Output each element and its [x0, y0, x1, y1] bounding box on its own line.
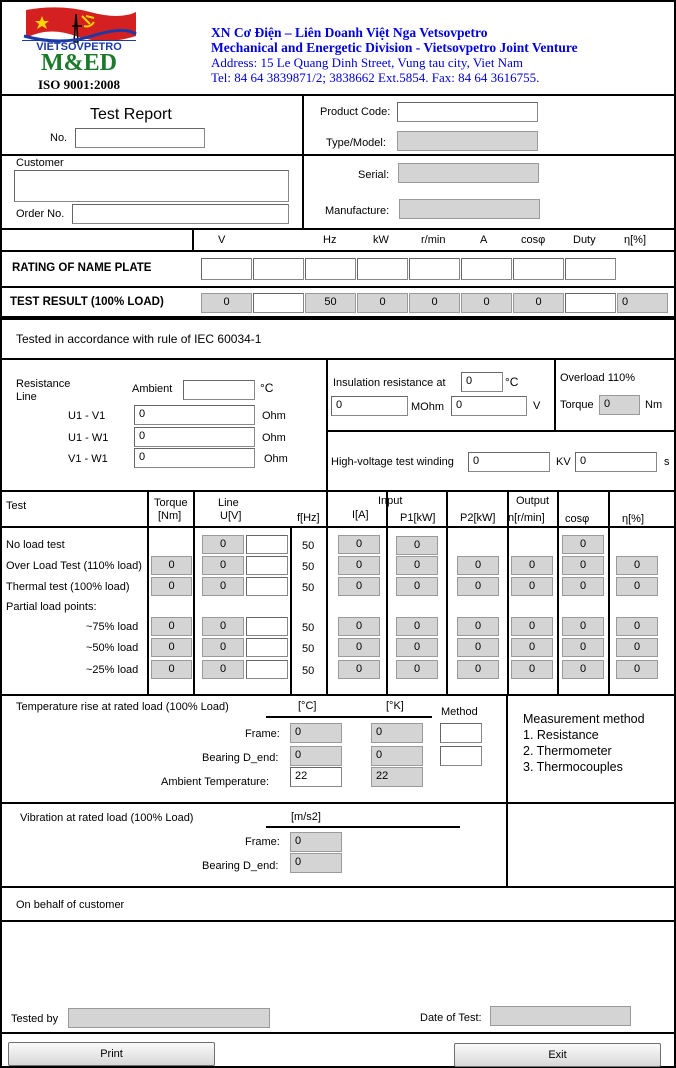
temp-frame-c: 0 [290, 723, 342, 743]
test-p2-field: 0 [457, 638, 499, 657]
ambient-label: Ambient [132, 383, 173, 395]
temp-ambient-k: 22 [371, 767, 423, 787]
partial-load-label: Partial load points: [6, 601, 97, 613]
test-p1-field: 0 [396, 617, 438, 636]
test-result-field: 0 [513, 293, 564, 313]
test-u2-input[interactable] [246, 617, 288, 636]
test-i-field: 0 [338, 617, 380, 636]
tests-header-ia: I[A] [352, 509, 369, 521]
tests-header-line: Line [218, 497, 239, 509]
test-eta-field: 0 [616, 638, 658, 657]
test-cos-field: 0 [562, 577, 604, 596]
temp-frame-label: Frame: [245, 728, 280, 740]
test-p1-field: 0 [396, 638, 438, 657]
product-type-field [397, 131, 538, 151]
vibration-frame-field: 0 [290, 832, 342, 852]
product-code-input[interactable] [397, 102, 538, 122]
test-result-label: TEST RESULT (100% LOAD) [10, 296, 164, 308]
test-cos-field: 0 [562, 535, 604, 554]
test-u-field: 0 [202, 660, 244, 679]
insulation-volt-unit: V [533, 400, 541, 412]
test-u-field: 0 [202, 577, 244, 596]
product-type-label: Type/Model: [326, 137, 386, 149]
test-torque-field: 0 [151, 577, 192, 596]
test-i-field: 0 [338, 535, 380, 554]
vibration-side-panel [506, 802, 676, 888]
tests-header-input: Input [378, 495, 403, 507]
tests-header-rmin: n[r/min] [508, 512, 545, 524]
insulation-temp-input[interactable]: 0 [461, 372, 503, 392]
test-result-field: 0 [201, 293, 252, 313]
test-p1-field: 0 [396, 536, 438, 555]
test-torque-field: 0 [151, 556, 192, 575]
order-no-label: Order No. [16, 208, 65, 220]
test-row-label: No load test [6, 539, 65, 551]
resistance-row-label: V1 - W1 [68, 453, 108, 465]
temp-ambient-c[interactable]: 22 [290, 767, 342, 787]
tests-header-line-unit: U[V] [220, 510, 242, 522]
customer-label: Customer [16, 157, 64, 169]
temp-bearing-k: 0 [371, 746, 423, 766]
test-u-field: 0 [202, 556, 244, 575]
report-no-label: No. [50, 132, 68, 144]
hv-kv-input[interactable]: 0 [468, 452, 550, 472]
temp-bearing-label: Bearing D_end: [202, 752, 279, 764]
temp-frame-k: 0 [371, 723, 423, 743]
test-p1-field: 0 [396, 660, 438, 679]
test-row-label: ~75% load [86, 621, 139, 633]
hv-kv-unit: KV [556, 456, 571, 468]
test-eta-field: 0 [616, 617, 658, 636]
insulation-temp-unit: °C [505, 375, 519, 389]
overload-torque-label: Torque [560, 399, 594, 411]
method-label: Method [441, 706, 478, 718]
resistance-label: Resistance [16, 378, 71, 390]
name-plate-input[interactable] [513, 258, 564, 280]
date-of-test-field [490, 1006, 631, 1026]
insulation-volt-input[interactable]: 0 [451, 396, 527, 416]
test-p2-field: 0 [457, 660, 499, 679]
manufacture-label: Manufacture: [325, 205, 390, 217]
test-result-field: 0 [617, 293, 668, 313]
header-line2: Mechanical and Energetic Division - Vietsovpetro Joint Venture [211, 40, 578, 55]
tests-header-fhz: f[Hz] [297, 512, 320, 524]
temp-col-c: [°C] [298, 700, 317, 712]
test-eta-field: 0 [616, 660, 658, 679]
test-n-field: 0 [511, 617, 553, 636]
test-p1-field: 0 [396, 556, 438, 575]
insulation-mohm-input[interactable]: 0 [331, 396, 408, 416]
tests-header-test: Test [6, 500, 27, 512]
insulation-mohm-unit: MOhm [411, 401, 444, 413]
insulation-panel [326, 358, 556, 432]
temp-ambient-label: Ambient Temperature: [161, 776, 270, 788]
ambient-unit: °C [260, 381, 274, 395]
hv-label: High-voltage test winding [331, 456, 454, 468]
resistance-row-input[interactable]: 0 [134, 448, 255, 468]
manufacture-field [399, 199, 540, 219]
rating-col-header: A [480, 234, 488, 246]
test-cos-field: 0 [562, 617, 604, 636]
test-u-field: 0 [202, 638, 244, 657]
resistance-row-label: U1 - V1 [68, 410, 106, 422]
overload-torque-field: 0 [599, 395, 640, 415]
rating-col-header: Hz [323, 234, 337, 246]
report-title: Test Report [90, 106, 172, 123]
resistance-row-unit: Ohm [262, 410, 286, 422]
report-no-input[interactable] [75, 128, 205, 148]
test-eta-field: 0 [616, 556, 658, 575]
overload-torque-unit: Nm [645, 399, 663, 411]
ambient-input[interactable] [183, 380, 255, 400]
temperature-label: Temperature rise at rated load (100% Load) [16, 701, 229, 713]
test-f-value: 50 [302, 540, 315, 552]
test-u2-input[interactable] [246, 556, 288, 575]
test-i-field: 0 [338, 638, 380, 657]
test-i-field: 0 [338, 660, 380, 679]
test-f-value: 50 [302, 561, 315, 573]
test-cos-field: 0 [562, 638, 604, 657]
rating-col-header: η[%] [624, 234, 647, 246]
test-f-value: 50 [302, 582, 315, 594]
test-p2-field: 0 [457, 617, 499, 636]
logo-iso-text: ISO 9001:2008 [38, 77, 120, 92]
resistance-row-label: U1 - W1 [68, 432, 109, 444]
vibration-bearing-label: Bearing D_end: [202, 860, 279, 872]
test-eta-field: 0 [616, 577, 658, 596]
resistance-row-input[interactable]: 0 [134, 427, 255, 447]
tests-header-torque: Torque [154, 497, 188, 509]
rating-col-header: cosφ [521, 234, 546, 246]
serial-field [398, 163, 539, 183]
test-f-value: 50 [302, 665, 315, 677]
vibration-unit: [m/s2] [291, 811, 321, 823]
test-n-field: 0 [511, 577, 553, 596]
test-torque-field: 0 [151, 617, 192, 636]
test-i-field: 0 [338, 556, 380, 575]
logo-med-text: M&ED [41, 50, 117, 76]
test-cos-field: 0 [562, 556, 604, 575]
customer-input[interactable] [14, 170, 289, 202]
test-row-label: Over Load Test (110% load) [6, 560, 142, 572]
test-result-field[interactable] [253, 293, 304, 313]
header-line3: Address: 15 Le Quang Dinh Street, Vung tau city, Viet Nam [211, 55, 523, 70]
hv-s-unit: s [664, 456, 670, 468]
name-plate-input[interactable] [565, 258, 616, 280]
test-n-field: 0 [511, 638, 553, 657]
test-cos-field: 0 [562, 660, 604, 679]
test-u-field: 0 [202, 617, 244, 636]
tests-header-eta: η[%] [622, 513, 645, 525]
rating-col-header: Duty [573, 234, 596, 246]
measurement-item: 3. Thermocouples [523, 760, 623, 774]
rating-col-header: kW [373, 234, 389, 246]
tests-header-p1: P1[kW] [400, 512, 436, 524]
vibration-bearing-field: 0 [290, 853, 342, 873]
test-torque-field: 0 [151, 660, 192, 679]
print-button[interactable]: Print [8, 1042, 215, 1066]
resistance-row-unit: Ohm [262, 432, 286, 444]
temp-bearing-c: 0 [290, 746, 342, 766]
serial-label: Serial: [358, 169, 390, 181]
test-n-field: 0 [511, 556, 553, 575]
test-p2-field: 0 [457, 577, 499, 596]
test-u-field: 0 [202, 535, 244, 554]
tests-header-output: Output [516, 495, 550, 507]
test-p2-field: 0 [457, 556, 499, 575]
test-result-field: 0 [461, 293, 512, 313]
vibration-label: Vibration at rated load (100% Load) [20, 812, 194, 824]
test-result-field: 0 [409, 293, 460, 313]
test-result-field[interactable] [565, 293, 616, 313]
test-u2-input[interactable] [246, 577, 288, 596]
test-torque-field: 0 [151, 638, 192, 657]
insulation-label: Insulation resistance at [333, 377, 446, 389]
standard-text: Tested in accordance with rule of IEC 60034-1 [16, 332, 262, 346]
test-u2-input[interactable] [246, 660, 288, 679]
behalf-label: On behalf of customer [16, 899, 125, 911]
name-plate-input[interactable] [253, 258, 304, 280]
test-result-field: 50 [305, 293, 356, 313]
test-u2-input[interactable] [246, 638, 288, 657]
name-plate-label: RATING OF NAME PLATE [12, 262, 152, 274]
hv-s-input[interactable]: 0 [575, 452, 657, 472]
temp-col-k: [°K] [386, 700, 404, 712]
date-of-test-label: Date of Test: [420, 1012, 482, 1024]
test-f-value: 50 [302, 643, 315, 655]
name-plate-input[interactable] [201, 258, 252, 280]
resistance-row-unit: Ohm [264, 453, 288, 465]
test-i-field: 0 [338, 577, 380, 596]
exit-button[interactable]: Exit [454, 1043, 661, 1067]
test-row-label: Thermal test (100% load) [6, 581, 130, 593]
order-no-input[interactable] [72, 204, 289, 224]
measurement-item: 2. Thermometer [523, 744, 612, 758]
name-plate-input[interactable] [461, 258, 512, 280]
test-row-label: ~50% load [86, 642, 139, 654]
test-p1-field: 0 [396, 577, 438, 596]
name-plate-input[interactable] [409, 258, 460, 280]
test-u2-input[interactable] [246, 535, 288, 554]
header-line1: XN Cơ Điện – Liên Doanh Việt Nga Vetsovpetro [211, 25, 488, 40]
tested-by-field [68, 1008, 270, 1028]
rating-col-header: V [218, 234, 226, 246]
overload-label: Overload 110% [560, 372, 636, 384]
rating-col-header: r/min [421, 234, 446, 246]
test-f-value: 50 [302, 622, 315, 634]
temp-frame-method[interactable] [440, 723, 482, 743]
test-result-field: 0 [357, 293, 408, 313]
vibration-frame-label: Frame: [245, 836, 280, 848]
tests-header-p2: P2[kW] [460, 512, 496, 524]
tests-header-torque-unit: [Nm] [158, 510, 182, 522]
name-plate-input[interactable] [357, 258, 408, 280]
tested-by-label: Tested by [11, 1013, 59, 1025]
test-row-label: ~25% load [86, 664, 139, 676]
measurement-title: Measurement method [523, 712, 645, 726]
header-line4: Tel: 84 64 3839871/2; 3838662 Ext.5854. Fax: 84 64 3616755. [211, 70, 540, 85]
resistance-line-label: Line [16, 391, 37, 403]
tests-header-cos: cosφ [565, 513, 590, 525]
resistance-row-input[interactable]: 0 [134, 405, 255, 425]
measurement-item: 1. Resistance [523, 728, 599, 742]
logo-brand-text: VIETSOVPETRO [22, 40, 136, 53]
name-plate-input[interactable] [305, 258, 356, 280]
product-code-label: Product Code: [320, 106, 391, 118]
test-n-field: 0 [511, 660, 553, 679]
temp-bearing-method[interactable] [440, 746, 482, 766]
